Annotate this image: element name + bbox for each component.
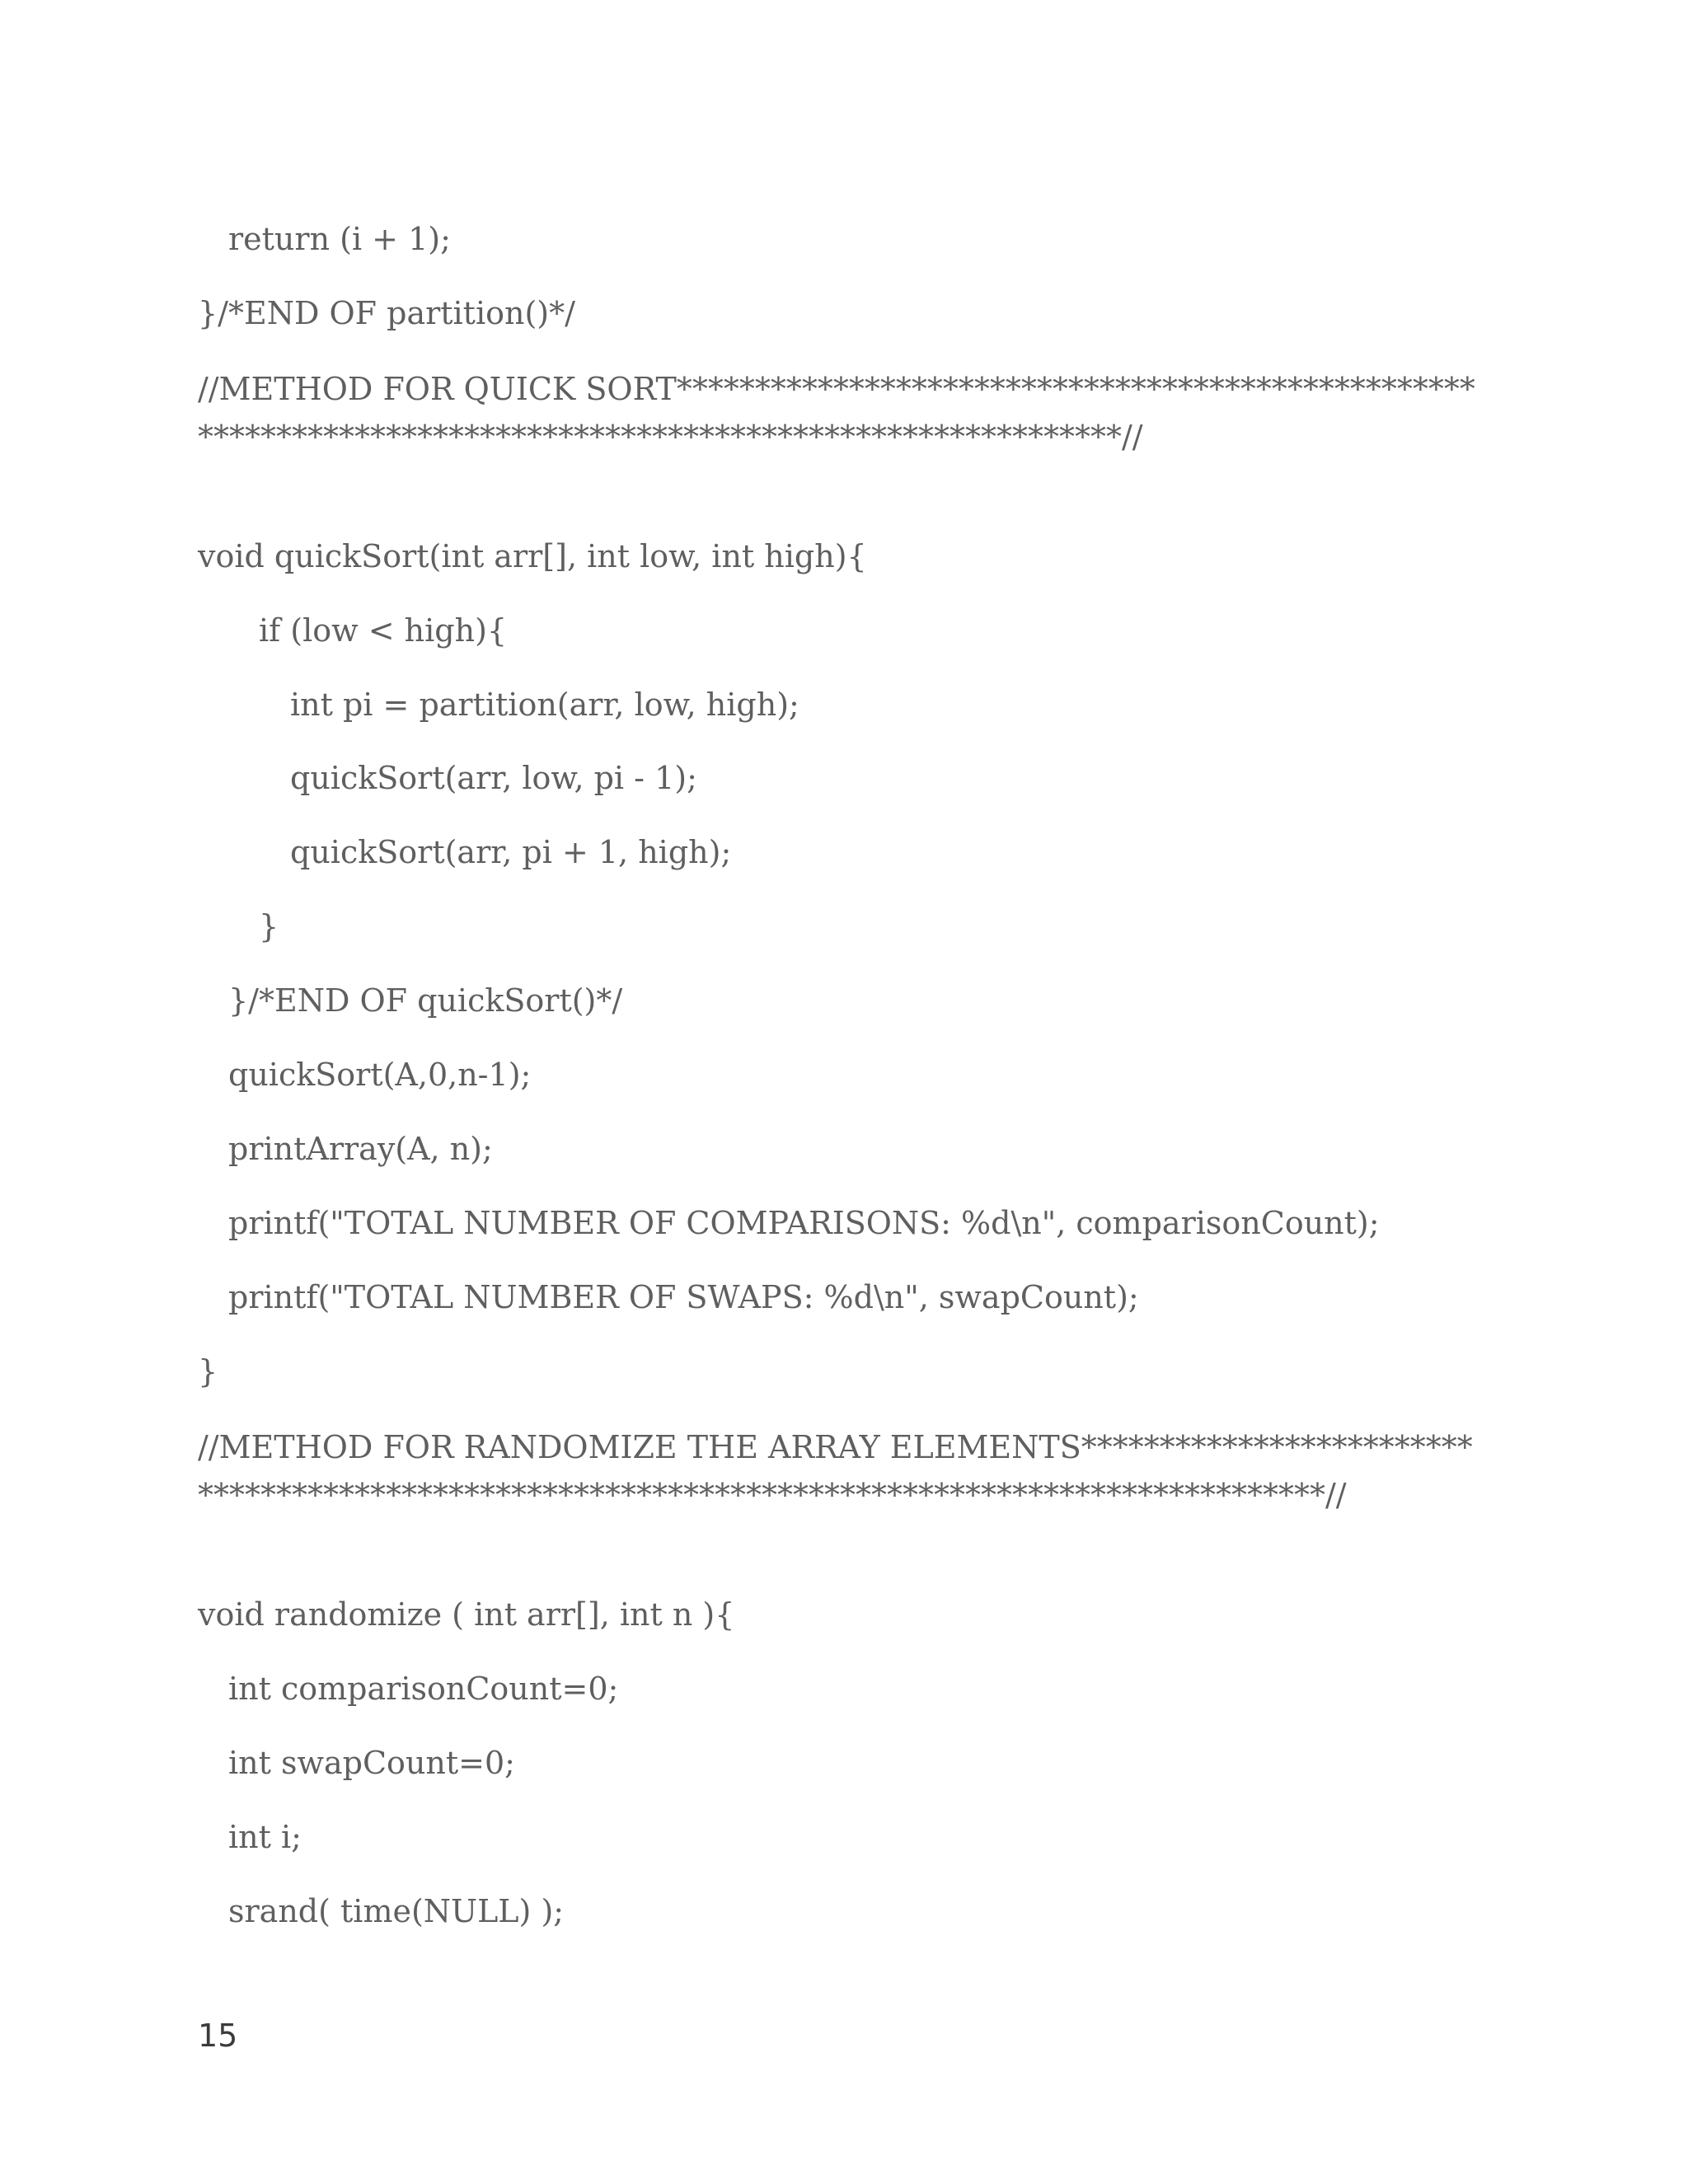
code-line: void randomize ( int arr[], int n ){ [198,1596,735,1633]
code-line: return (i + 1); [228,221,451,257]
code-line: printf("TOTAL NUMBER OF COMPARISONS: %d\n", comparisonCount); [228,1205,1380,1241]
code-line: }/*END OF partition()*/ [198,295,575,331]
code-line: } [198,1353,218,1390]
code-line: if (low < high){ [259,612,508,649]
code-line: int comparisonCount=0; [228,1671,619,1707]
code-line: void quickSort(int arr[], int low, int high){ [198,538,867,574]
code-line: quickSort(arr, pi + 1, high); [290,834,732,870]
code-line: printArray(A, n); [228,1131,493,1167]
code-line: quickSort(A,0,n-1); [228,1057,532,1093]
code-comment: //METHOD FOR QUICK SORT**************************************************************************************************************// [198,371,1475,455]
code-line: int swapCount=0; [228,1745,515,1781]
code-comment: //METHOD FOR RANDOMIZE THE ARRAY ELEMENTS*************************************************************************************************// [198,1429,1473,1513]
code-line: } [259,908,279,944]
code-line: quickSort(arr, low, pi - 1); [290,760,697,796]
code-line: }/*END OF quickSort()*/ [228,982,623,1019]
code-line: int i; [228,1819,302,1855]
page-number: 15 [198,2018,238,2054]
code-line: srand( time(NULL) ); [228,1893,565,1929]
code-line: int pi = partition(arr, low, high); [290,687,799,723]
code-line: printf("TOTAL NUMBER OF SWAPS: %d\n", swapCount); [228,1279,1139,1315]
